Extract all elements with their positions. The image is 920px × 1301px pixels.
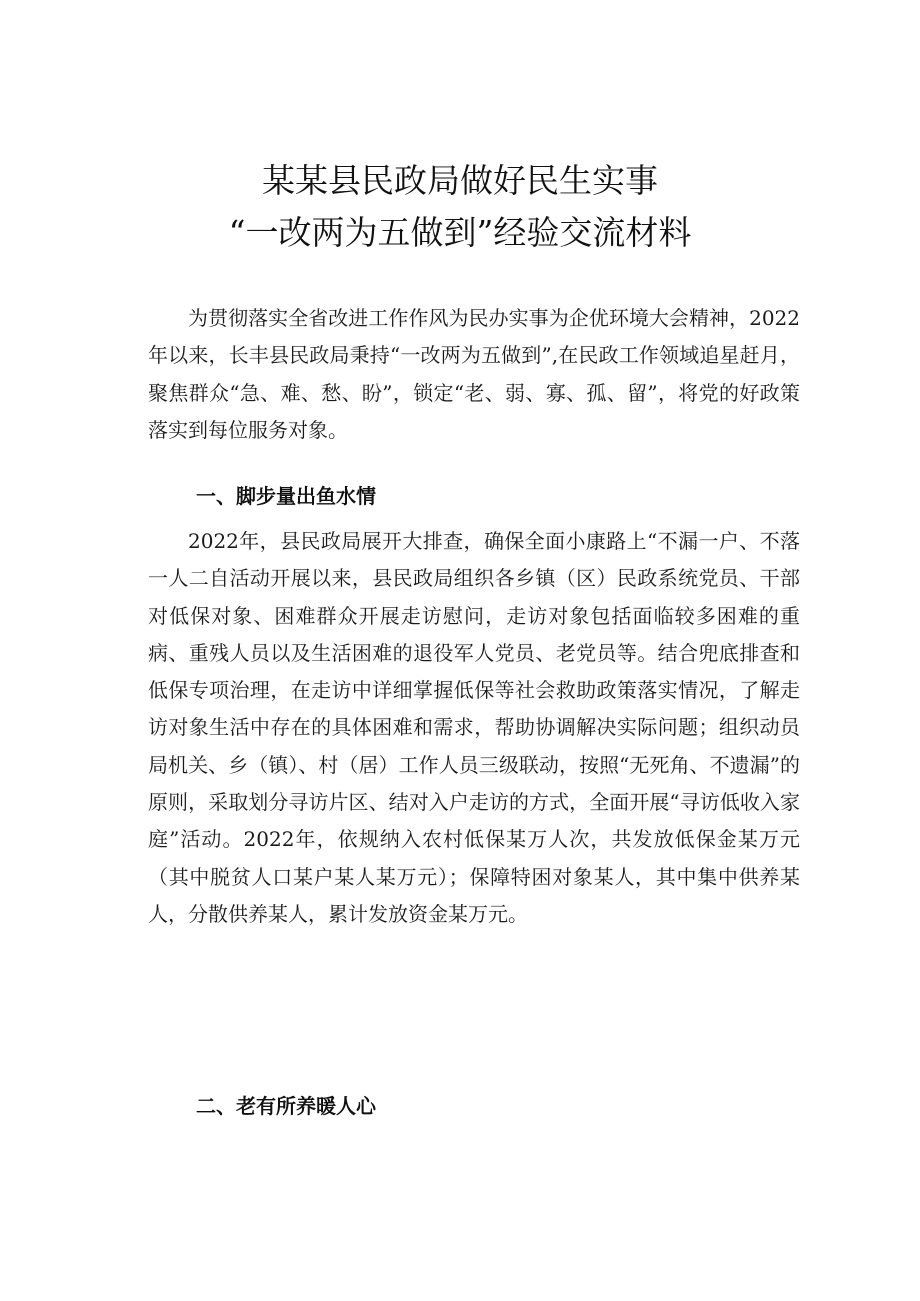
section-1-paragraph: 2022年，县民政局展开大排查，确保全面小康路上“不漏一户、不落一人二自活动开展以来，县民政局组织各乡镇（区）民政系统党员、干部对低保对象、困难群众开展走访慰问，走访对象包括面临较多困难的重病、重残人员以及生活困难的退役军人党员、老党员等。结合兜底排查和低保专项治理，在走访中详细掌握低保等社会救助政策落实情况，了解走访对象生活中存在的具体困难和需求，帮助协调解决实际问题；组织动员局机关、乡（镇）、村（居）工作人员三级联动，按照“无死角、不遗漏”的原则，采取划分寻访片区、结对入户走访的方式，全面开展“寻访低收入家庭”活动。2022年，依规纳入农村低保某万人次，共发放低保金某万元（其中脱贫人口某户某人某万元）；保障特困对象某人，其中集中供养某人，分散供养某人，累计发放资金某万元。 (148, 529, 800, 926)
section-heading-2: 二、老有所养暖人心 (196, 1094, 376, 1118)
intro-paragraph: 为贯彻落实全省改进工作作风为民办实事为企优环境大会精神，2022年以来，长丰县民政局秉持“一改两为五做到”,在民政工作领域追星赶月，聚焦群众“急、难、愁、盼”，锁定“老、弱、寡、孤、留”，将党的好政策落实到每位服务对象。 (148, 306, 800, 442)
document-title-line-1: 某某县民政局做好民生实事 (262, 161, 658, 200)
document-title-line-2: “一改两为五做到”经验交流材料 (228, 213, 692, 252)
section-heading-1: 一、脚步量出鱼水情 (196, 484, 376, 508)
